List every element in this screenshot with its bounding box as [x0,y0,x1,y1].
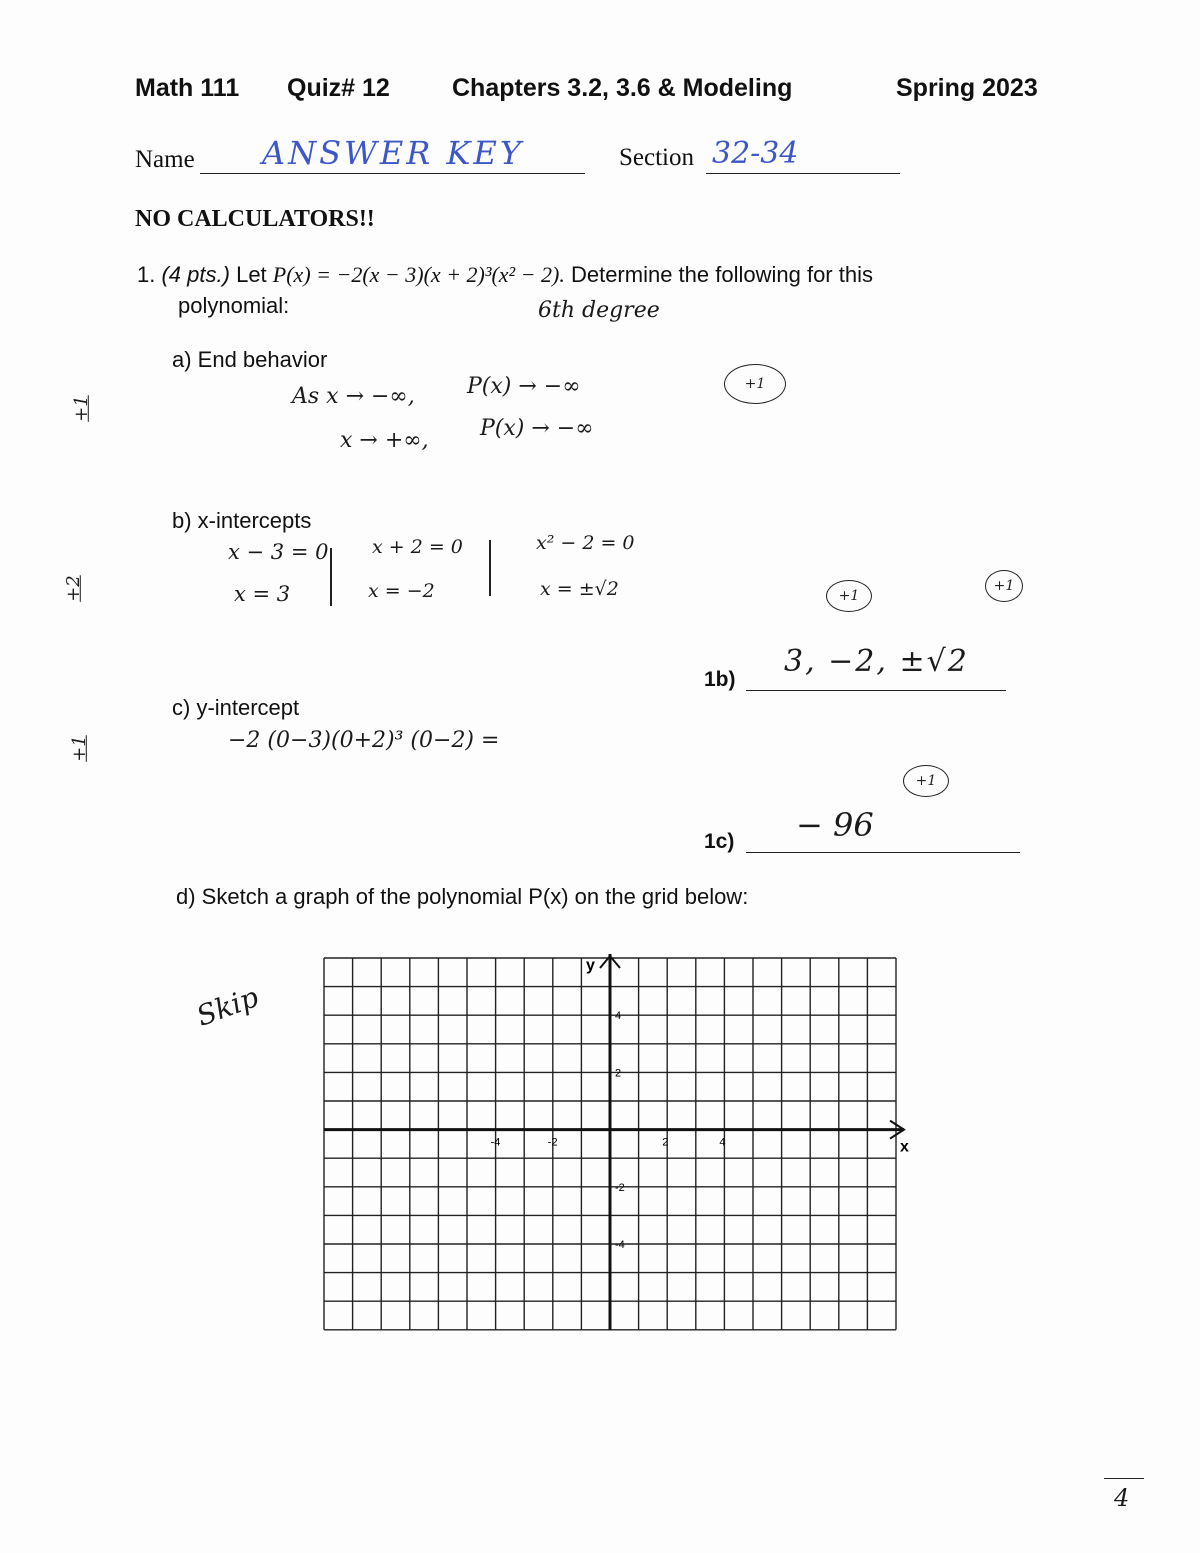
x-tick-label: -2 [547,1136,558,1149]
question-intro: Let [236,262,267,287]
work-divider-1 [330,548,332,606]
question-number: 1. [137,262,156,287]
answer-1c-label: 1c) [704,830,735,853]
y-axis-label: y [586,957,595,974]
total-score: 4 [1114,1484,1130,1512]
point-badge-c: +1 [903,765,949,797]
part-b-label: b) x-intercepts [172,508,312,533]
question-prompt: Determine the following for this [570,262,873,287]
x-intercept-work-3b: x = ±√2 [540,578,619,600]
no-calculators: NO CALCULATORS!! [135,206,375,232]
term: Spring 2023 [896,74,1038,102]
x-tick-label: 4 [719,1136,726,1149]
course-title: Math 111 [135,74,240,102]
chapters: Chapters 3.2, 3.6 & Modeling [452,74,793,102]
y-tick-label: 4 [615,1010,622,1023]
section-label: Section [619,144,694,171]
margin-score-a: +1 [70,395,92,422]
answer-1c: − 96 [796,806,874,844]
x-intercept-work-1a: x − 3 = 0 [228,540,329,564]
y-intercept-work: −2 (0−3)(0+2)³ (0−2) = [228,728,500,753]
y-tick-label: -2 [615,1181,625,1194]
name-line [200,173,585,174]
answer-1b-line [746,690,1006,691]
point-badge-b2: +1 [985,570,1023,602]
x-tick-label: 2 [662,1136,669,1149]
question-points: (4 pts.) [161,262,230,287]
graph-grid[interactable] [312,950,912,1340]
x-axis-label: x [900,1138,909,1156]
degree-note: 6th degree [538,298,660,323]
skip-note: Skip [192,980,263,1033]
part-a-label: a) End behavior [172,347,328,372]
part-c-label: c) y-intercept [172,695,300,720]
margin-score-c: +1 [68,735,90,762]
end-behavior-right-result: P(x) → −∞ [480,416,594,441]
name-value: ANSWER KEY [262,134,524,172]
answer-1b-label: 1b) [704,668,736,691]
x-tick-label: -4 [490,1136,501,1149]
y-tick-label: -4 [615,1239,625,1251]
section-value: 32-34 [712,136,799,171]
part-d-label: d) Sketch a graph of the polynomial P(x) on the grid below: [176,884,749,909]
point-badge-b1: +1 [826,580,872,612]
section-line [706,173,900,174]
polynomial-function: P(x) = −2(x − 3)(x + 2)³(x² − 2). [272,262,565,287]
work-divider-2 [489,540,491,596]
x-intercept-work-3a: x² − 2 = 0 [536,532,635,554]
answer-1c-line [746,852,1020,853]
margin-score-b: +2 [62,575,84,602]
x-intercept-work-2a: x + 2 = 0 [372,536,463,558]
end-behavior-left: As x → −∞, [292,384,415,409]
answer-1b: 3, −2, ±√2 [784,644,969,679]
point-badge-a: +1 [724,364,786,404]
end-behavior-left-result: P(x) → −∞ [467,374,581,399]
total-line [1104,1478,1144,1479]
question-1 [137,262,873,288]
y-tick-label: 2 [615,1067,622,1080]
name-label: Name [135,146,195,173]
x-intercept-work-1b: x = 3 [234,582,291,606]
end-behavior-right: x → +∞, [340,428,429,453]
x-intercept-work-2b: x = −2 [368,580,435,602]
quiz-number: Quiz# 12 [287,74,390,102]
question-prompt-2: polynomial: [178,293,290,318]
